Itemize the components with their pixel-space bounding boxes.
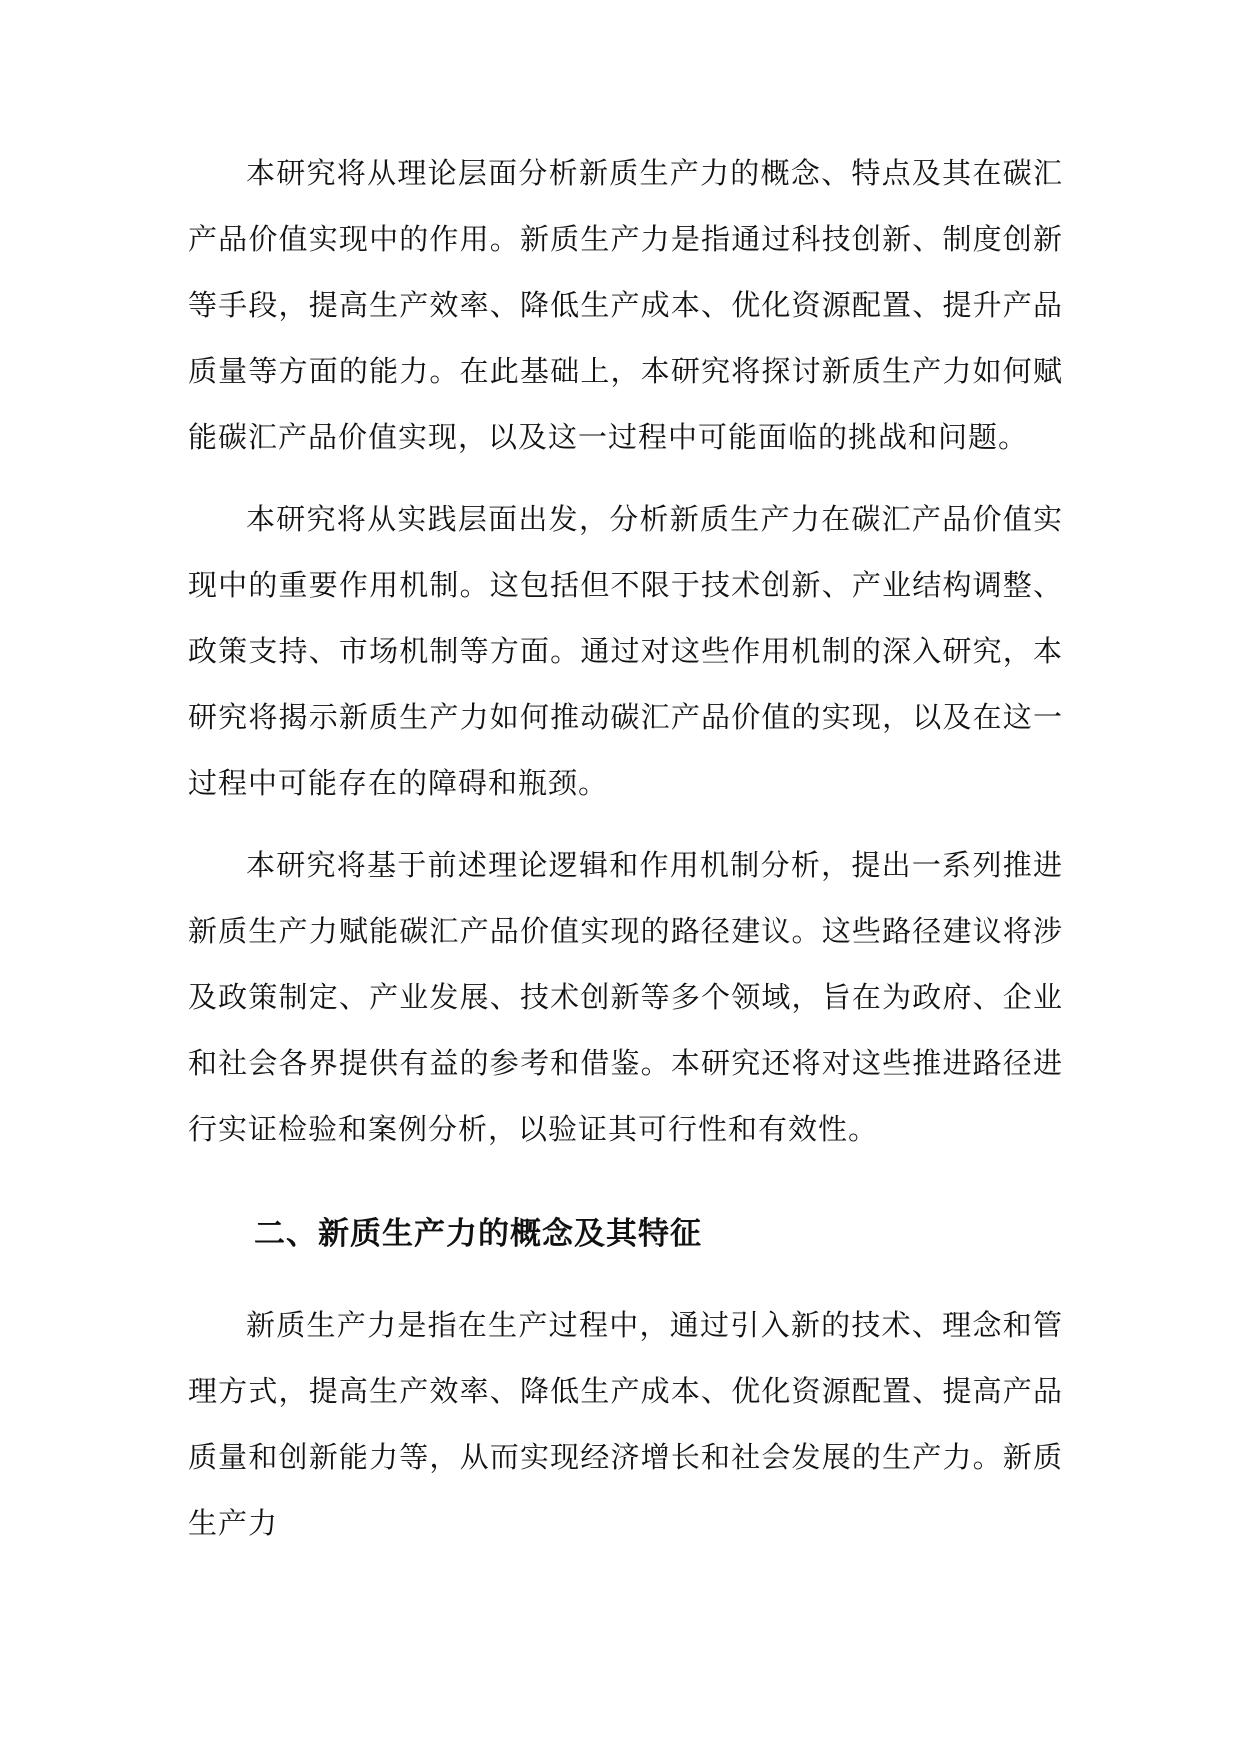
paragraph-path: 本研究将基于前述理论逻辑和作用机制分析，提出一系列推进新质生产力赋能碳汇产品价值实现的路径建议。这些路径建议将涉及政策制定、产业发展、技术创新等多个领域，旨在为政府、企业和社会各界提供有益的参考和借鉴。本研究还将对这些推进路径进行实证检验和案例分析，以验证其可行性和有效性。	[188, 848, 1063, 1146]
paragraph-theory: 本研究将从理论层面分析新质生产力的概念、特点及其在碳汇产品价值实现中的作用。新质生产力是指通过科技创新、制度创新等手段，提高生产效率、降低生产成本、优化资源配置、提升产品质量等方面的能力。在此基础上，本研究将探讨新质生产力如何赋能碳汇产品价值实现，以及这一过程中可能面临的挑战和问题。	[188, 156, 1063, 454]
paragraph-practice: 本研究将从实践层面出发，分析新质生产力在碳汇产品价值实现中的重要作用机制。这包括但不限于技术创新、产业结构调整、政策支持、市场机制等方面。通过对这些作用机制的深入研究，本研究将揭示新质生产力如何推动碳汇产品价值的实现，以及在这一过程中可能存在的障碍和瓶颈。	[188, 502, 1063, 800]
paragraph-concept: 新质生产力是指在生产过程中，通过引入新的技术、理念和管理方式，提高生产效率、降低生产成本、优化资源配置、提高产品质量和创新能力等，从而实现经济增长和社会发展的生产力。新质生产力	[188, 1308, 1063, 1540]
section-heading: 二、新质生产力的概念及其特征	[254, 1216, 702, 1252]
document-body	[188, 140, 1063, 1572]
